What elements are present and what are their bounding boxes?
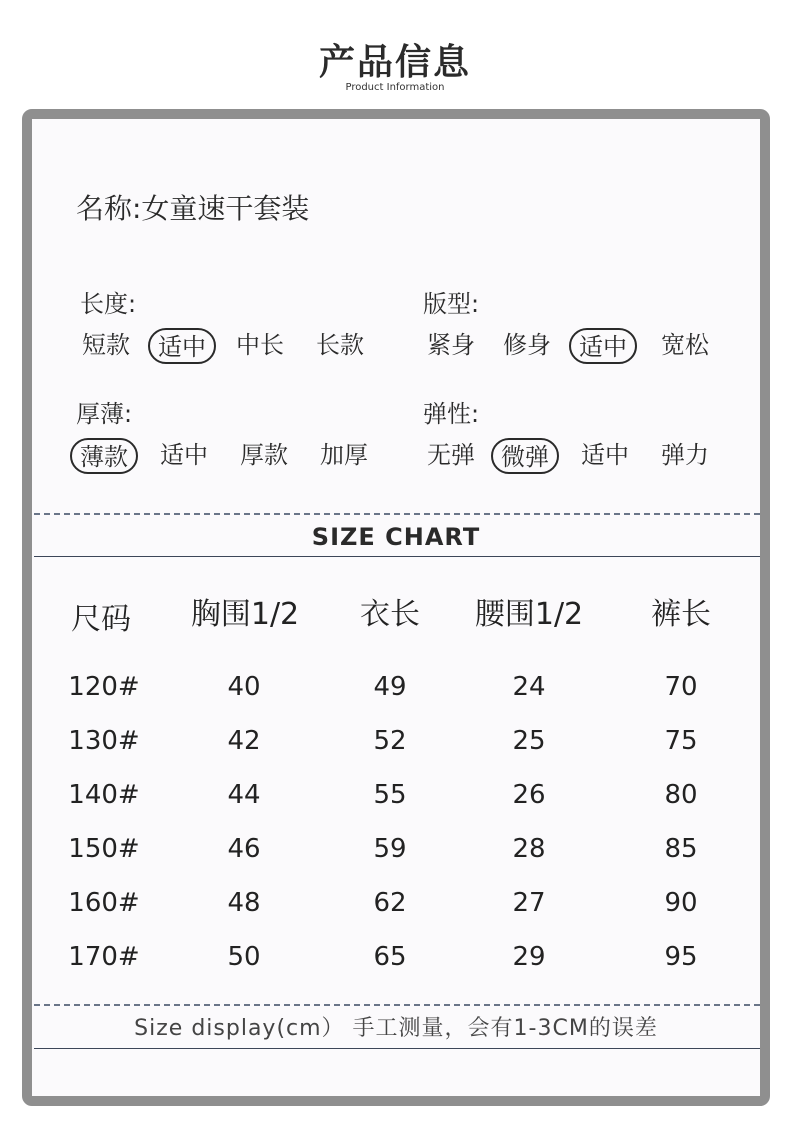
table-cell: 24 xyxy=(512,672,546,702)
option-thickness-thin: 薄款 xyxy=(70,438,138,474)
option-length-medium: 适中 xyxy=(148,328,216,364)
table-cell: 52 xyxy=(373,726,407,756)
size-chart-header-pants-length: 裤长 xyxy=(651,597,711,632)
table-cell: 70 xyxy=(664,672,698,702)
option-length-midlong: 中长 xyxy=(236,331,284,359)
option-elasticity-none: 无弹 xyxy=(427,441,475,469)
table-cell: 27 xyxy=(512,888,546,918)
table-cell: 170# xyxy=(68,942,140,972)
option-fit-regular: 适中 xyxy=(569,328,637,364)
table-cell: 65 xyxy=(373,942,407,972)
option-thickness-extra: 加厚 xyxy=(320,441,368,469)
table-cell: 62 xyxy=(373,888,407,918)
table-cell: 85 xyxy=(664,834,698,864)
size-chart-header-size: 尺码 xyxy=(71,602,131,637)
table-cell: 120# xyxy=(68,672,140,702)
option-length-short: 短款 xyxy=(82,331,130,359)
divider-dashed-top xyxy=(34,513,760,515)
option-thickness-thick: 厚款 xyxy=(240,441,288,469)
option-fit-loose: 宽松 xyxy=(661,331,709,359)
option-fit-slim: 修身 xyxy=(503,331,551,359)
table-cell: 28 xyxy=(512,834,546,864)
table-cell: 48 xyxy=(227,888,261,918)
table-cell: 50 xyxy=(227,942,261,972)
table-cell: 46 xyxy=(227,834,261,864)
page-subtitle: Product Information xyxy=(345,82,445,93)
page-title: 产品信息 xyxy=(318,42,471,83)
divider-solid-bottom xyxy=(34,1048,760,1049)
option-elasticity-stretch: 弹力 xyxy=(661,441,709,469)
attr-thickness xyxy=(76,394,368,471)
product-info-card xyxy=(22,109,770,1106)
measurement-footnote: Size display(cm） 手工测量，会有1-3CM的误差 xyxy=(134,1016,658,1041)
table-cell: 130# xyxy=(68,726,140,756)
option-length-long: 长款 xyxy=(316,331,364,359)
table-cell: 90 xyxy=(664,888,698,918)
option-fit-tight: 紧身 xyxy=(427,331,475,359)
table-cell: 55 xyxy=(373,780,407,810)
table-cell: 75 xyxy=(664,726,698,756)
attr-fit-label: 版型: xyxy=(423,290,480,318)
table-cell: 59 xyxy=(373,834,407,864)
divider-solid-top xyxy=(34,556,760,557)
table-cell: 49 xyxy=(373,672,407,702)
attr-length-label: 长度: xyxy=(80,290,137,318)
size-chart-header-top-length: 衣长 xyxy=(360,597,420,632)
table-cell: 44 xyxy=(227,780,261,810)
size-chart-header-chest: 胸围1/2 xyxy=(190,597,300,632)
table-cell: 40 xyxy=(227,672,261,702)
option-elasticity-slight: 微弹 xyxy=(491,438,559,474)
product-name: 名称:女童速干套装 xyxy=(76,192,310,225)
table-cell: 25 xyxy=(512,726,546,756)
table-cell: 29 xyxy=(512,942,546,972)
attr-thickness-label: 厚薄: xyxy=(76,400,133,428)
attr-length xyxy=(80,284,364,361)
table-cell: 42 xyxy=(227,726,261,756)
table-cell: 80 xyxy=(664,780,698,810)
table-cell: 95 xyxy=(664,942,698,972)
divider-dashed-bottom xyxy=(34,1004,760,1006)
size-chart-title: SIZE CHART xyxy=(311,523,481,551)
table-cell: 26 xyxy=(512,780,546,810)
table-cell: 160# xyxy=(68,888,140,918)
option-thickness-medium: 适中 xyxy=(160,441,208,469)
attr-fit xyxy=(423,284,709,361)
size-chart-header-waist: 腰围1/2 xyxy=(474,597,584,632)
attr-elasticity xyxy=(423,394,709,471)
table-cell: 140# xyxy=(68,780,140,810)
table-cell: 150# xyxy=(68,834,140,864)
attr-elasticity-label: 弹性: xyxy=(423,400,480,428)
option-elasticity-medium: 适中 xyxy=(581,441,629,469)
